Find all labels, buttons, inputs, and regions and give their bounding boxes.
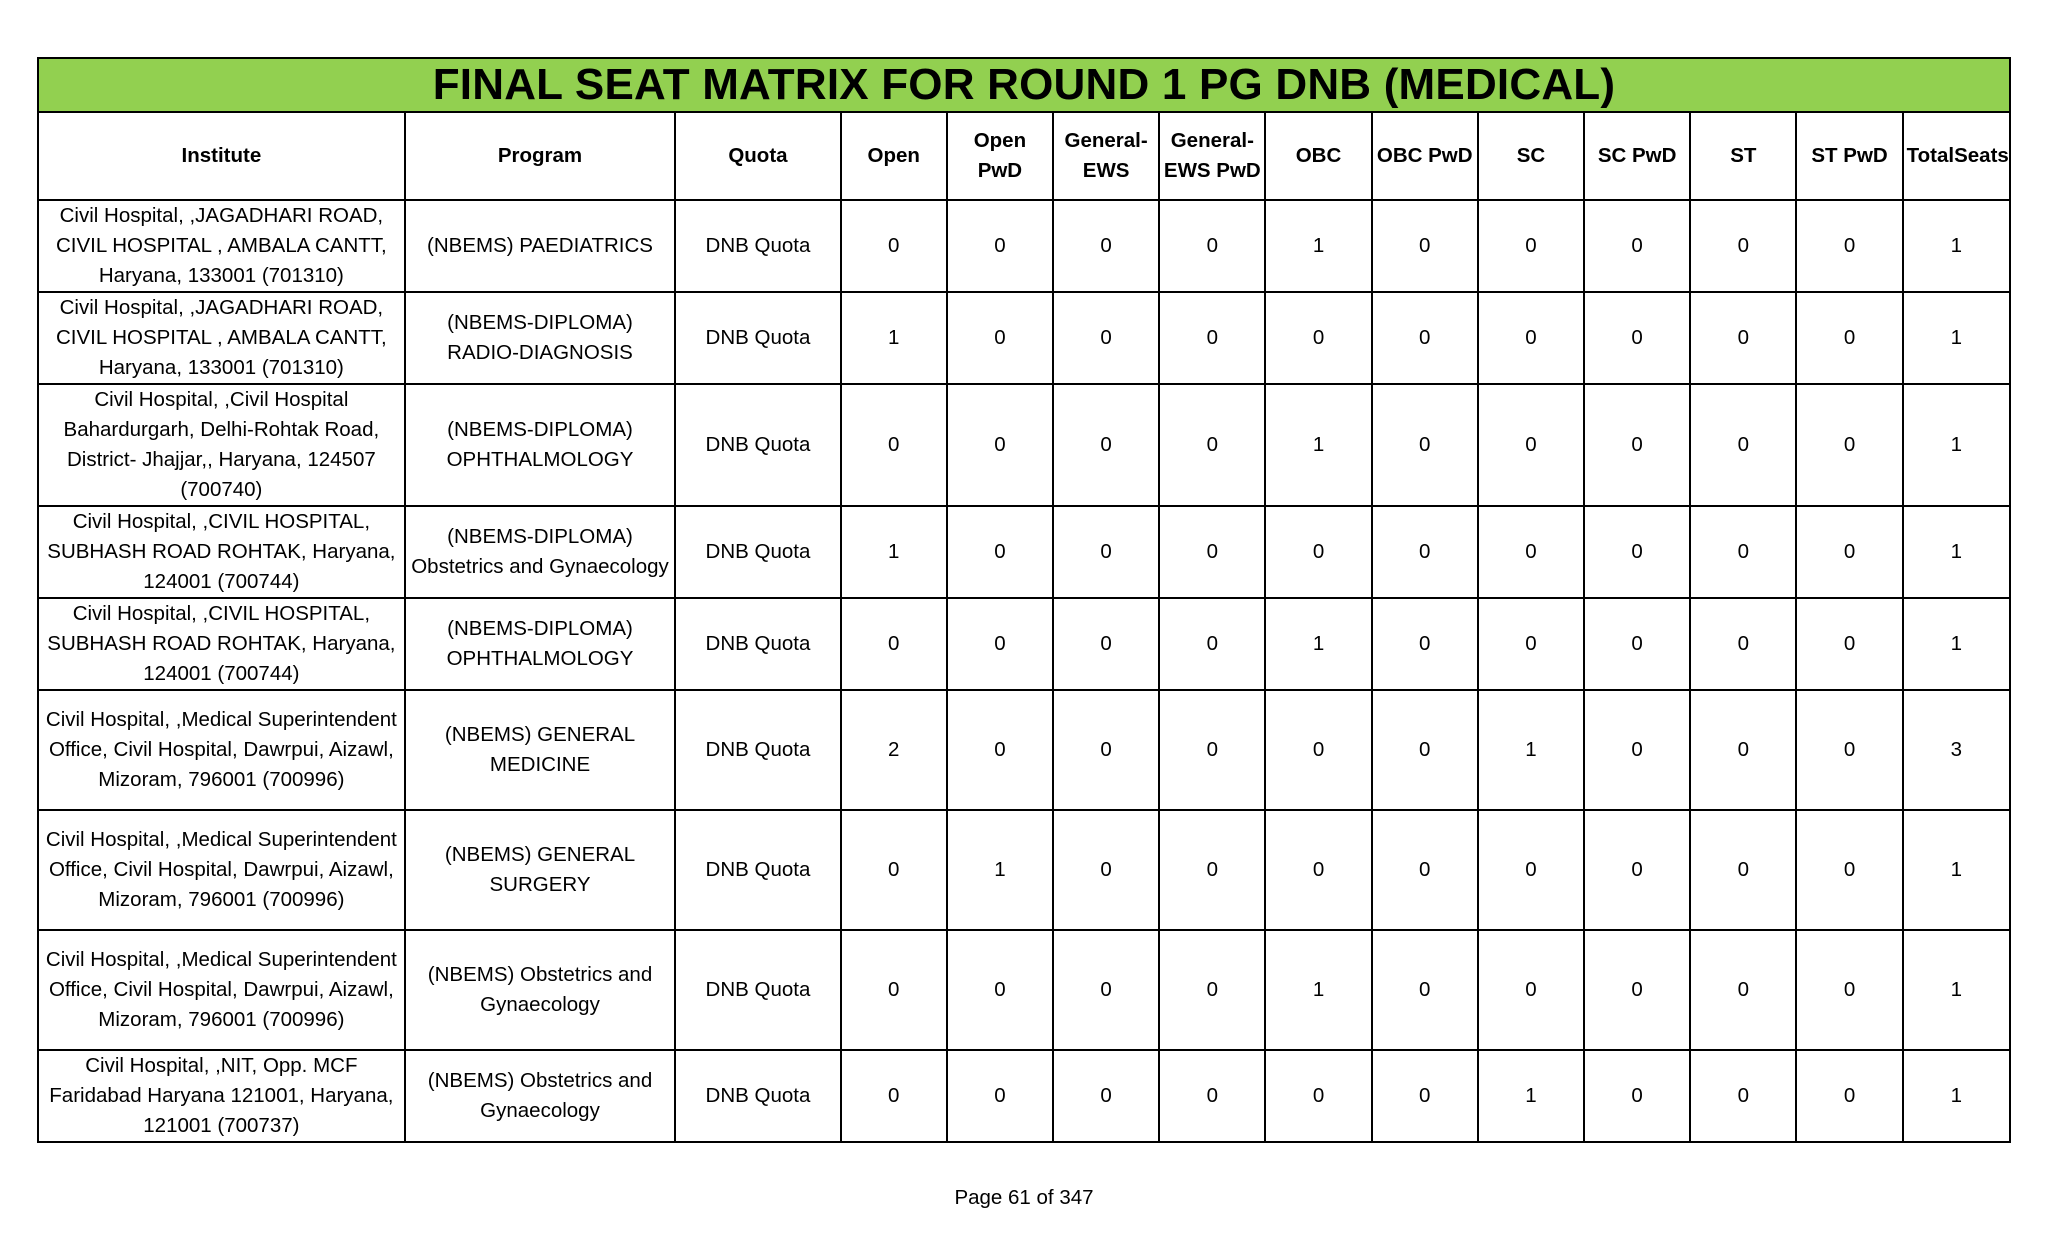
seat-count-cell: 1 [1478,690,1584,810]
seat-count-cell: 0 [1053,384,1159,506]
seat-count-cell: 0 [1159,200,1265,292]
seat-count-cell: 0 [1584,506,1690,598]
program-cell: (NBEMS) GENERAL SURGERY [405,810,676,930]
seat-matrix-sheet [37,57,2011,1143]
seat-count-cell: 0 [1690,506,1796,598]
seat-count-cell: 0 [1265,690,1371,810]
page-title: FINAL SEAT MATRIX FOR ROUND 1 PG DNB (MEDICAL) [37,57,2011,111]
seat-count-cell: 1 [1903,1050,2010,1142]
seat-count-cell: 0 [947,598,1053,690]
seat-count-cell: 0 [1053,200,1159,292]
seat-count-cell: 1 [947,810,1053,930]
seat-count-cell: 0 [1584,200,1690,292]
seat-count-cell: 1 [1903,810,2010,930]
seat-count-cell: 0 [1053,690,1159,810]
column-header: ST [1690,112,1796,200]
seat-count-cell: 0 [947,690,1053,810]
quota-cell: DNB Quota [675,598,840,690]
seat-count-cell: 0 [1159,506,1265,598]
seat-count-cell: 0 [1159,810,1265,930]
seat-count-cell: 0 [1478,292,1584,384]
seat-count-cell: 0 [1372,598,1478,690]
seat-count-cell: 0 [1053,810,1159,930]
seat-count-cell: 0 [1584,810,1690,930]
seat-count-cell: 1 [1265,200,1371,292]
seat-count-cell: 0 [1478,810,1584,930]
seat-count-cell: 0 [1584,384,1690,506]
seat-count-cell: 0 [841,1050,947,1142]
seat-count-cell: 1 [1478,1050,1584,1142]
seat-count-cell: 0 [947,200,1053,292]
seat-count-cell: 0 [1796,930,1902,1050]
column-header: Open [841,112,947,200]
institute-cell: Civil Hospital, ,Medical Superintendent Office, Civil Hospital, Dawrpui, Aizawl, Mizoram, 796001 (700996) [38,810,405,930]
seat-count-cell: 0 [1796,598,1902,690]
table-row [38,200,2010,292]
program-cell: (NBEMS) PAEDIATRICS [405,200,676,292]
seat-count-cell: 1 [1903,200,2010,292]
seat-count-cell: 0 [1053,292,1159,384]
seat-count-cell: 0 [1265,506,1371,598]
seat-count-cell: 1 [1903,598,2010,690]
seat-count-cell: 0 [1796,690,1902,810]
institute-cell: Civil Hospital, ,JAGADHARI ROAD, CIVIL HOSPITAL , AMBALA CANTT, Haryana, 133001 (701310) [38,200,405,292]
seat-count-cell: 0 [1796,384,1902,506]
seat-count-cell: 0 [1690,690,1796,810]
seat-count-cell: 0 [1478,506,1584,598]
seat-count-cell: 0 [1372,384,1478,506]
column-header: General-EWS PwD [1159,112,1265,200]
quota-cell: DNB Quota [675,384,840,506]
table-row [38,1050,2010,1142]
seat-count-cell: 0 [1053,598,1159,690]
seat-count-cell: 1 [1265,384,1371,506]
seat-count-cell: 0 [947,384,1053,506]
seat-count-cell: 0 [1053,1050,1159,1142]
seat-count-cell: 0 [947,292,1053,384]
seat-count-cell: 1 [1903,292,2010,384]
seat-matrix-table [37,111,2011,1143]
seat-count-cell: 0 [1265,810,1371,930]
seat-count-cell: 0 [1372,1050,1478,1142]
column-header: Quota [675,112,840,200]
program-cell: (NBEMS) Obstetrics and Gynaecology [405,1050,676,1142]
seat-count-cell: 0 [1478,200,1584,292]
institute-cell: Civil Hospital, ,Civil Hospital Bahardurgarh, Delhi-Rohtak Road, District- Jhajjar,, Haryana, 124507 (700740) [38,384,405,506]
column-header: SC PwD [1584,112,1690,200]
seat-count-cell: 0 [841,384,947,506]
seat-count-cell: 0 [1159,1050,1265,1142]
seat-count-cell: 0 [1690,292,1796,384]
column-header: Program [405,112,676,200]
seat-count-cell: 0 [841,810,947,930]
table-row [38,292,2010,384]
seat-count-cell: 0 [1690,200,1796,292]
seat-count-cell: 0 [1584,690,1690,810]
institute-cell: Civil Hospital, ,JAGADHARI ROAD, CIVIL HOSPITAL , AMBALA CANTT, Haryana, 133001 (701310) [38,292,405,384]
column-header: SC [1478,112,1584,200]
column-header: Open PwD [947,112,1053,200]
table-row [38,690,2010,810]
column-header: TotalSeats [1903,112,2010,200]
seat-count-cell: 0 [1159,930,1265,1050]
seat-count-cell: 0 [1796,810,1902,930]
seat-count-cell: 0 [1690,930,1796,1050]
seat-count-cell: 0 [1796,292,1902,384]
quota-cell: DNB Quota [675,292,840,384]
seat-count-cell: 0 [1265,292,1371,384]
seat-count-cell: 0 [1796,506,1902,598]
program-cell: (NBEMS-DIPLOMA) OPHTHALMOLOGY [405,598,676,690]
seat-count-cell: 0 [1265,1050,1371,1142]
seat-count-cell: 0 [1478,930,1584,1050]
institute-cell: Civil Hospital, ,Medical Superintendent Office, Civil Hospital, Dawrpui, Aizawl, Mizoram, 796001 (700996) [38,930,405,1050]
table-row [38,506,2010,598]
seat-count-cell: 0 [841,930,947,1050]
seat-count-cell: 1 [841,506,947,598]
seat-count-cell: 0 [1690,810,1796,930]
program-cell: (NBEMS-DIPLOMA) RADIO-DIAGNOSIS [405,292,676,384]
seat-count-cell: 0 [947,1050,1053,1142]
seat-count-cell: 0 [1796,200,1902,292]
seat-count-cell: 0 [1478,598,1584,690]
seat-count-cell: 1 [841,292,947,384]
program-cell: (NBEMS) Obstetrics and Gynaecology [405,930,676,1050]
institute-cell: Civil Hospital, ,CIVIL HOSPITAL, SUBHASH ROAD ROHTAK, Haryana, 124001 (700744) [38,598,405,690]
seat-count-cell: 1 [1903,384,2010,506]
seat-count-cell: 0 [1372,292,1478,384]
institute-cell: Civil Hospital, ,Medical Superintendent Office, Civil Hospital, Dawrpui, Aizawl, Mizoram, 796001 (700996) [38,690,405,810]
seat-count-cell: 1 [1903,506,2010,598]
seat-count-cell: 2 [841,690,947,810]
program-cell: (NBEMS-DIPLOMA) Obstetrics and Gynaecology [405,506,676,598]
seat-count-cell: 0 [1796,1050,1902,1142]
seat-count-cell: 0 [1372,930,1478,1050]
seat-count-cell: 0 [1584,292,1690,384]
seat-count-cell: 1 [1265,598,1371,690]
table-row [38,598,2010,690]
column-header: OBC PwD [1372,112,1478,200]
program-cell: (NBEMS-DIPLOMA) OPHTHALMOLOGY [405,384,676,506]
quota-cell: DNB Quota [675,690,840,810]
seat-count-cell: 0 [1159,690,1265,810]
column-header: OBC [1265,112,1371,200]
seat-count-cell: 0 [1372,810,1478,930]
institute-cell: Civil Hospital, ,CIVIL HOSPITAL, SUBHASH ROAD ROHTAK, Haryana, 124001 (700744) [38,506,405,598]
seat-count-cell: 1 [1265,930,1371,1050]
seat-count-cell: 0 [841,598,947,690]
seat-count-cell: 0 [1159,292,1265,384]
institute-cell: Civil Hospital, ,NIT, Opp. MCF Faridabad Haryana 121001, Haryana, 121001 (700737) [38,1050,405,1142]
column-header: ST PwD [1796,112,1902,200]
seat-count-cell: 0 [1478,384,1584,506]
quota-cell: DNB Quota [675,930,840,1050]
seat-count-cell: 3 [1903,690,2010,810]
page-number: Page 61 of 347 [954,1186,1094,1209]
table-body [38,200,2010,1142]
program-cell: (NBEMS) GENERAL MEDICINE [405,690,676,810]
quota-cell: DNB Quota [675,1050,840,1142]
table-row [38,384,2010,506]
seat-count-cell: 0 [1584,930,1690,1050]
table-row [38,930,2010,1050]
column-header: Institute [38,112,405,200]
column-header: General-EWS [1053,112,1159,200]
seat-count-cell: 0 [1372,690,1478,810]
seat-count-cell: 0 [841,200,947,292]
seat-count-cell: 0 [1053,506,1159,598]
seat-count-cell: 0 [947,930,1053,1050]
seat-count-cell: 0 [947,506,1053,598]
seat-count-cell: 0 [1159,598,1265,690]
seat-count-cell: 0 [1690,1050,1796,1142]
seat-count-cell: 0 [1690,384,1796,506]
seat-count-cell: 0 [1159,384,1265,506]
seat-count-cell: 0 [1584,598,1690,690]
quota-cell: DNB Quota [675,506,840,598]
seat-count-cell: 1 [1903,930,2010,1050]
seat-count-cell: 0 [1372,506,1478,598]
seat-count-cell: 0 [1584,1050,1690,1142]
quota-cell: DNB Quota [675,200,840,292]
seat-count-cell: 0 [1053,930,1159,1050]
seat-count-cell: 0 [1690,598,1796,690]
header-row [38,112,2010,200]
table-row [38,810,2010,930]
seat-count-cell: 0 [1372,200,1478,292]
quota-cell: DNB Quota [675,810,840,930]
